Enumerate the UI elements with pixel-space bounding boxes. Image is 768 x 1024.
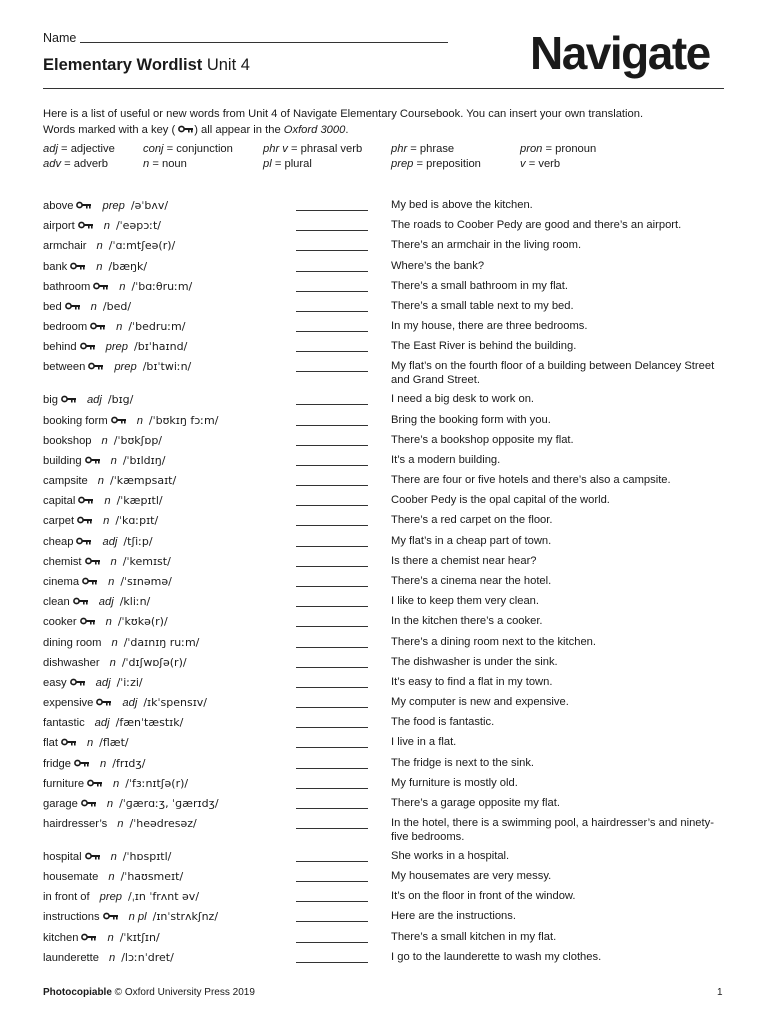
translation-blank[interactable] [296, 647, 368, 648]
example-sentence: It’s easy to find a flat in my town. [391, 676, 553, 688]
part-of-speech: n [109, 657, 116, 669]
pronunciation: /flæt/ [99, 736, 129, 749]
translation-blank[interactable] [296, 485, 368, 486]
translation-blank[interactable] [296, 727, 368, 728]
headword: dining room [43, 637, 102, 649]
translation-blank[interactable] [296, 505, 368, 506]
pronunciation: /ˈbʊkʃɒp/ [113, 434, 163, 447]
part-of-speech: adj [86, 394, 102, 406]
part-of-speech: prep [99, 891, 123, 903]
headword: airport [43, 220, 75, 232]
key-icon [76, 201, 92, 209]
headword: behind [43, 341, 77, 353]
part-of-speech: n [119, 281, 126, 293]
pronunciation: /ˈhɒspɪtl/ [122, 850, 172, 863]
example-sentence: The East River is behind the building. [391, 340, 577, 352]
pronunciation: /ˈeəpɔːt/ [115, 219, 161, 232]
translation-blank[interactable] [296, 687, 368, 688]
translation-blank[interactable] [296, 566, 368, 567]
word-entry [43, 279, 192, 295]
example-sentence: Coober Pedy is the opal capital of the world. [391, 494, 610, 506]
translation-blank[interactable] [296, 311, 368, 312]
headword: campsite [43, 475, 88, 487]
example-sentence: Where’s the bank? [391, 260, 485, 272]
pronunciation: /ˈdaɪnɪŋ ruːm/ [123, 636, 200, 649]
word-entry [43, 319, 185, 335]
pronunciation: /ˈkɪtʃɪn/ [119, 931, 160, 944]
example-sentence: In my house, there are three bedrooms. [391, 320, 588, 332]
word-entry [43, 218, 161, 234]
word-entry [43, 950, 174, 966]
example-sentence: Here are the instructions. [391, 910, 516, 922]
legend-item-phr: phr = phrase [391, 143, 455, 155]
word-entry [43, 869, 183, 885]
key-icon [85, 852, 101, 860]
example-sentence: My flat’s in a cheap part of town. [391, 535, 552, 547]
word-entry [43, 238, 175, 254]
example-sentence: There’s a garage opposite my flat. [391, 797, 560, 809]
example-sentence: Is there a chemist near hear? [391, 555, 537, 567]
intro-line-2 [43, 123, 733, 139]
pronunciation: /ˈɡærɑːʒ, ˈɡærɪdʒ/ [119, 797, 219, 810]
page-number: 1 [717, 987, 723, 998]
translation-blank[interactable] [296, 707, 368, 708]
word-entry [43, 849, 171, 865]
pronunciation: /əˈbʌv/ [130, 199, 169, 212]
example-sentence: My bed is above the kitchen. [391, 199, 533, 211]
word-entry [43, 513, 158, 529]
header-rule [43, 88, 724, 89]
translation-blank[interactable] [296, 626, 368, 627]
part-of-speech: adj [94, 717, 110, 729]
translation-blank[interactable] [296, 881, 368, 882]
translation-blank[interactable] [296, 828, 368, 829]
part-of-speech: n [103, 515, 110, 527]
pronunciation: /bɪˈtwiːn/ [142, 360, 192, 373]
intro-text-b: ) all appear in the [194, 123, 284, 136]
pronunciation: /ˈkæmpsaɪt/ [110, 474, 177, 487]
legend-item-conj: conj = conjunction [143, 143, 233, 155]
legend-item-phr-v: phr v = phrasal verb [263, 143, 363, 155]
headword: capital [43, 495, 76, 507]
headword: bedroom [43, 321, 88, 333]
part-of-speech: prep [105, 341, 129, 353]
translation-blank[interactable] [296, 962, 368, 963]
part-of-speech: n [106, 798, 114, 810]
part-of-speech: n [111, 637, 118, 649]
footer-copyright-text: © Oxford University Press 2019 [111, 987, 255, 998]
headword: clean [43, 596, 70, 608]
pronunciation: /frɪdʒ/ [112, 757, 146, 770]
key-icon [90, 322, 106, 330]
example-sentence: There’s an armchair in the living room. [391, 239, 582, 251]
translation-blank[interactable] [296, 445, 368, 446]
translation-blank[interactable] [296, 942, 368, 943]
translation-blank[interactable] [296, 250, 368, 251]
headword: fantastic [43, 717, 85, 729]
translation-blank[interactable] [296, 921, 368, 922]
part-of-speech: n [108, 952, 116, 964]
intro-text [43, 107, 733, 138]
part-of-speech: n [107, 932, 114, 944]
key-icon [81, 799, 97, 807]
part-of-speech: n [101, 435, 108, 447]
part-of-speech: n [116, 321, 123, 333]
word-entry [43, 574, 172, 590]
intro-text-d: . [345, 123, 349, 136]
key-icon [76, 537, 92, 545]
headword: cooker [43, 616, 77, 628]
example-sentence: My computer is new and expensive. [391, 696, 569, 708]
headword: bathroom [43, 281, 91, 293]
legend-item-n: n = noun [143, 158, 187, 170]
headword: instructions [43, 911, 100, 923]
word-entry [43, 776, 188, 792]
headword: expensive [43, 697, 94, 709]
pronunciation: /ˈsɪnəmə/ [120, 575, 172, 588]
word-entry [43, 930, 160, 946]
word-entry [43, 695, 207, 711]
part-of-speech: adj [98, 596, 114, 608]
word-entry [43, 453, 165, 469]
pronunciation: /bæŋk/ [108, 260, 148, 273]
headword: easy [43, 677, 67, 689]
example-sentence: The dishwasher is under the sink. [391, 656, 558, 668]
pronunciation: /bed/ [102, 300, 132, 313]
pronunciation: /ˈbʊkɪŋ fɔːm/ [148, 414, 219, 427]
legend-item-pron: pron = pronoun [520, 143, 597, 155]
headword: chemist [43, 556, 82, 568]
word-entry [43, 554, 171, 570]
translation-blank[interactable] [296, 465, 368, 466]
translation-blank[interactable] [296, 667, 368, 668]
example-sentence: My flat’s on the fourth floor of a building between Delancey Street and Grand Street. [391, 360, 715, 386]
translation-blank[interactable] [296, 291, 368, 292]
headword: hospital [43, 851, 82, 863]
word-entry [43, 816, 197, 832]
key-icon [78, 221, 94, 229]
pronunciation: /lɔːnˈdret/ [121, 951, 174, 964]
translation-blank[interactable] [296, 331, 368, 332]
word-entry [43, 473, 176, 489]
translation-blank[interactable] [296, 404, 368, 405]
example-sentence: There’s a small bathroom in my flat. [391, 280, 568, 292]
headword: cheap [43, 536, 74, 548]
pronunciation: /ˈkɑːpɪt/ [115, 514, 159, 527]
key-icon [178, 125, 194, 133]
example-sentence: I go to the launderette to wash my clothes. [391, 951, 602, 963]
example-sentence: The food is fantastic. [391, 716, 495, 728]
key-icon [87, 779, 103, 787]
translation-blank[interactable] [296, 210, 368, 211]
name-label: Name [43, 31, 77, 45]
headword: flat [43, 737, 58, 749]
legend-item-adv: adv = adverb [43, 158, 109, 170]
footer-copyright [43, 987, 255, 998]
pronunciation: /ˈkemɪst/ [122, 555, 171, 568]
headword: dishwasher [43, 657, 100, 669]
translation-blank[interactable] [296, 788, 368, 789]
translation-blank[interactable] [296, 371, 368, 372]
example-sentence: There’s a small kitchen in my flat. [391, 931, 557, 943]
word-entry [43, 493, 163, 509]
pronunciation: /ˈheədresəz/ [129, 817, 197, 830]
example-sentence: There are four or five hotels and there’s also a campsite. [391, 474, 671, 486]
intro-line-1: Here is a list of useful or new words from Unit 4 of Navigate Elementary Coursebook. You can insert your own translation. [43, 108, 644, 120]
key-icon [80, 342, 96, 350]
word-entry [43, 392, 133, 408]
pronunciation: /ˈbɪldɪŋ/ [122, 454, 166, 467]
example-sentence: I like to keep them very clean. [391, 595, 539, 607]
pronunciation: /ˈdɪʃwɒʃə(r)/ [121, 656, 187, 669]
headword: furniture [43, 778, 85, 790]
example-sentence: My furniture is mostly old. [391, 777, 518, 789]
key-icon [82, 577, 98, 585]
part-of-speech: adj [95, 677, 111, 689]
word-entry [43, 534, 153, 550]
part-of-speech: n [90, 301, 97, 313]
key-icon [70, 678, 86, 686]
part-of-speech: prep [114, 361, 137, 373]
part-of-speech: n [103, 220, 110, 232]
footer-photocopiable: Photocopiable [43, 987, 112, 998]
part-of-speech: n [117, 818, 124, 830]
headword: housemate [43, 871, 99, 883]
part-of-speech: n [110, 455, 117, 467]
pronunciation: /ˈɑːmtʃeə(r)/ [108, 239, 176, 252]
part-of-speech: n [136, 415, 143, 427]
key-icon [85, 456, 101, 464]
example-sentence: It’s a modern building. [391, 454, 501, 466]
word-entry [43, 259, 147, 275]
title-bold: Elementary Wordlist [43, 56, 203, 74]
word-entry [43, 339, 187, 355]
example-sentence: There’s a bookshop opposite my flat. [391, 434, 574, 446]
word-entry [43, 675, 143, 691]
part-of-speech: n [96, 261, 103, 273]
example-sentence: The roads to Coober Pedy are good and there’s an airport. [391, 219, 682, 231]
pronunciation: /ɪkˈspensɪv/ [143, 696, 208, 709]
translation-blank[interactable] [296, 230, 368, 231]
word-entry [43, 433, 162, 449]
pronunciation: /ˈkæpɪtl/ [116, 494, 163, 507]
word-entry [43, 413, 218, 429]
headword: building [43, 455, 82, 467]
key-icon [81, 933, 97, 941]
part-of-speech: n [110, 851, 117, 863]
part-of-speech: n pl [128, 911, 147, 923]
key-icon [96, 698, 112, 706]
legend-item-pl: pl = plural [263, 158, 312, 170]
key-icon [78, 496, 94, 504]
translation-blank[interactable] [296, 901, 368, 902]
part-of-speech: adj [122, 697, 138, 709]
intro-text-oxford: Oxford 3000 [283, 123, 346, 136]
word-entry [43, 359, 191, 375]
key-icon [61, 395, 77, 403]
pronunciation: /ˈiːzi/ [116, 676, 143, 689]
part-of-speech: n [110, 556, 117, 568]
example-sentence: It’s on the floor in front of the window. [391, 890, 576, 902]
word-entry [43, 655, 187, 671]
translation-blank[interactable] [296, 351, 368, 352]
word-entry [43, 594, 150, 610]
part-of-speech: n [105, 616, 112, 628]
pronunciation: /tʃiːp/ [123, 535, 153, 548]
example-sentence: There’s a red carpet on the floor. [391, 514, 553, 526]
headword: in front of [43, 891, 90, 903]
headword: armchair [43, 240, 87, 252]
example-sentence: There’s a cinema near the hotel. [391, 575, 552, 587]
translation-blank[interactable] [296, 586, 368, 587]
part-of-speech: n [108, 871, 115, 883]
headword: bookshop [43, 435, 92, 447]
legend-item-v: v = verb [520, 158, 561, 170]
example-sentence: Bring the booking form with you. [391, 414, 551, 426]
key-icon [88, 362, 104, 370]
headword: kitchen [43, 932, 79, 944]
part-of-speech: prep [102, 200, 125, 212]
example-sentence: I live in a flat. [391, 736, 457, 748]
page-title [43, 56, 250, 75]
example-sentence: The fridge is next to the sink. [391, 757, 535, 769]
translation-blank[interactable] [296, 808, 368, 809]
pronunciation: /ˈhaʊsmeɪt/ [120, 870, 184, 883]
key-icon [93, 282, 109, 290]
pronunciation: /ˈbedruːm/ [128, 320, 186, 333]
example-sentence: In the kitchen there’s a cooker. [391, 615, 543, 627]
key-icon [74, 759, 90, 767]
headword: bed [43, 301, 62, 313]
key-icon [111, 416, 127, 424]
title-rest: Unit 4 [202, 56, 250, 74]
translation-blank[interactable] [296, 606, 368, 607]
headword: booking form [43, 415, 108, 427]
legend-item-adj: adj = adjective [43, 143, 115, 155]
headword: carpet [43, 515, 75, 527]
headword: above [43, 200, 74, 212]
headword: big [43, 394, 58, 406]
example-sentence: I need a big desk to work on. [391, 393, 535, 405]
translation-blank[interactable] [296, 271, 368, 272]
translation-blank[interactable] [296, 546, 368, 547]
pronunciation: /bɪˈhaɪnd/ [134, 340, 188, 353]
pronunciation: /fænˈtæstɪk/ [115, 716, 184, 729]
key-icon [85, 557, 101, 565]
word-entry [43, 635, 199, 651]
intro-text-a: Words marked with a key ( [43, 123, 176, 136]
key-icon [77, 516, 93, 524]
headword: between [43, 361, 86, 373]
translation-blank[interactable] [296, 768, 368, 769]
word-entry [43, 909, 218, 925]
key-icon [65, 302, 81, 310]
part-of-speech: n [86, 737, 94, 749]
headword: garage [43, 798, 78, 810]
part-of-speech: n [113, 778, 120, 790]
part-of-speech: adj [102, 536, 118, 548]
example-sentence: She works in a hospital. [391, 850, 510, 862]
translation-blank[interactable] [296, 747, 368, 748]
key-icon [73, 597, 89, 605]
pronunciation: /ɪnˈstrʌkʃnz/ [152, 910, 219, 923]
part-of-speech: n [108, 576, 115, 588]
headword: fridge [43, 758, 71, 770]
example-sentence: In the hotel, there is a swimming pool, a hairdresser’s and ninety-five bedrooms. [391, 817, 714, 843]
word-entry [43, 735, 129, 751]
translation-blank[interactable] [296, 425, 368, 426]
key-icon [80, 617, 96, 625]
pronunciation: /ˈfɜːnɪtʃə(r)/ [125, 777, 189, 790]
word-entry [43, 299, 131, 315]
word-entry [43, 715, 183, 731]
word-entry [43, 198, 168, 214]
headword: hairdresser’s [43, 818, 108, 830]
part-of-speech: n [96, 240, 103, 252]
pronunciation: /kliːn/ [119, 595, 151, 608]
word-entry [43, 756, 145, 772]
word-entry [43, 889, 199, 905]
name-writing-line [80, 42, 448, 43]
key-icon [70, 262, 86, 270]
pronunciation: /ˈkʊkə(r)/ [117, 615, 168, 628]
pronunciation: /bɪg/ [107, 393, 134, 406]
example-sentence: My housemates are very messy. [391, 870, 552, 882]
brand-logo: Navigate [530, 27, 710, 79]
translation-blank[interactable] [296, 861, 368, 862]
headword: cinema [43, 576, 80, 588]
legend-item-prep: prep = preposition [391, 158, 481, 170]
translation-blank[interactable] [296, 525, 368, 526]
part-of-speech: n [97, 475, 105, 487]
key-icon [61, 738, 77, 746]
part-of-speech: n [100, 758, 107, 770]
headword: launderette [43, 952, 99, 964]
pronunciation: /ˌɪn ˈfrʌnt əv/ [128, 890, 200, 903]
example-sentence: There’s a small table next to my bed. [391, 300, 574, 312]
key-icon [103, 912, 119, 920]
pronunciation: /ˈbɑːθruːm/ [131, 280, 193, 293]
word-entry [43, 796, 219, 812]
part-of-speech: n [104, 495, 111, 507]
headword: bank [43, 261, 68, 273]
word-entry [43, 614, 168, 630]
example-sentence: There’s a dining room next to the kitchen. [391, 636, 597, 648]
